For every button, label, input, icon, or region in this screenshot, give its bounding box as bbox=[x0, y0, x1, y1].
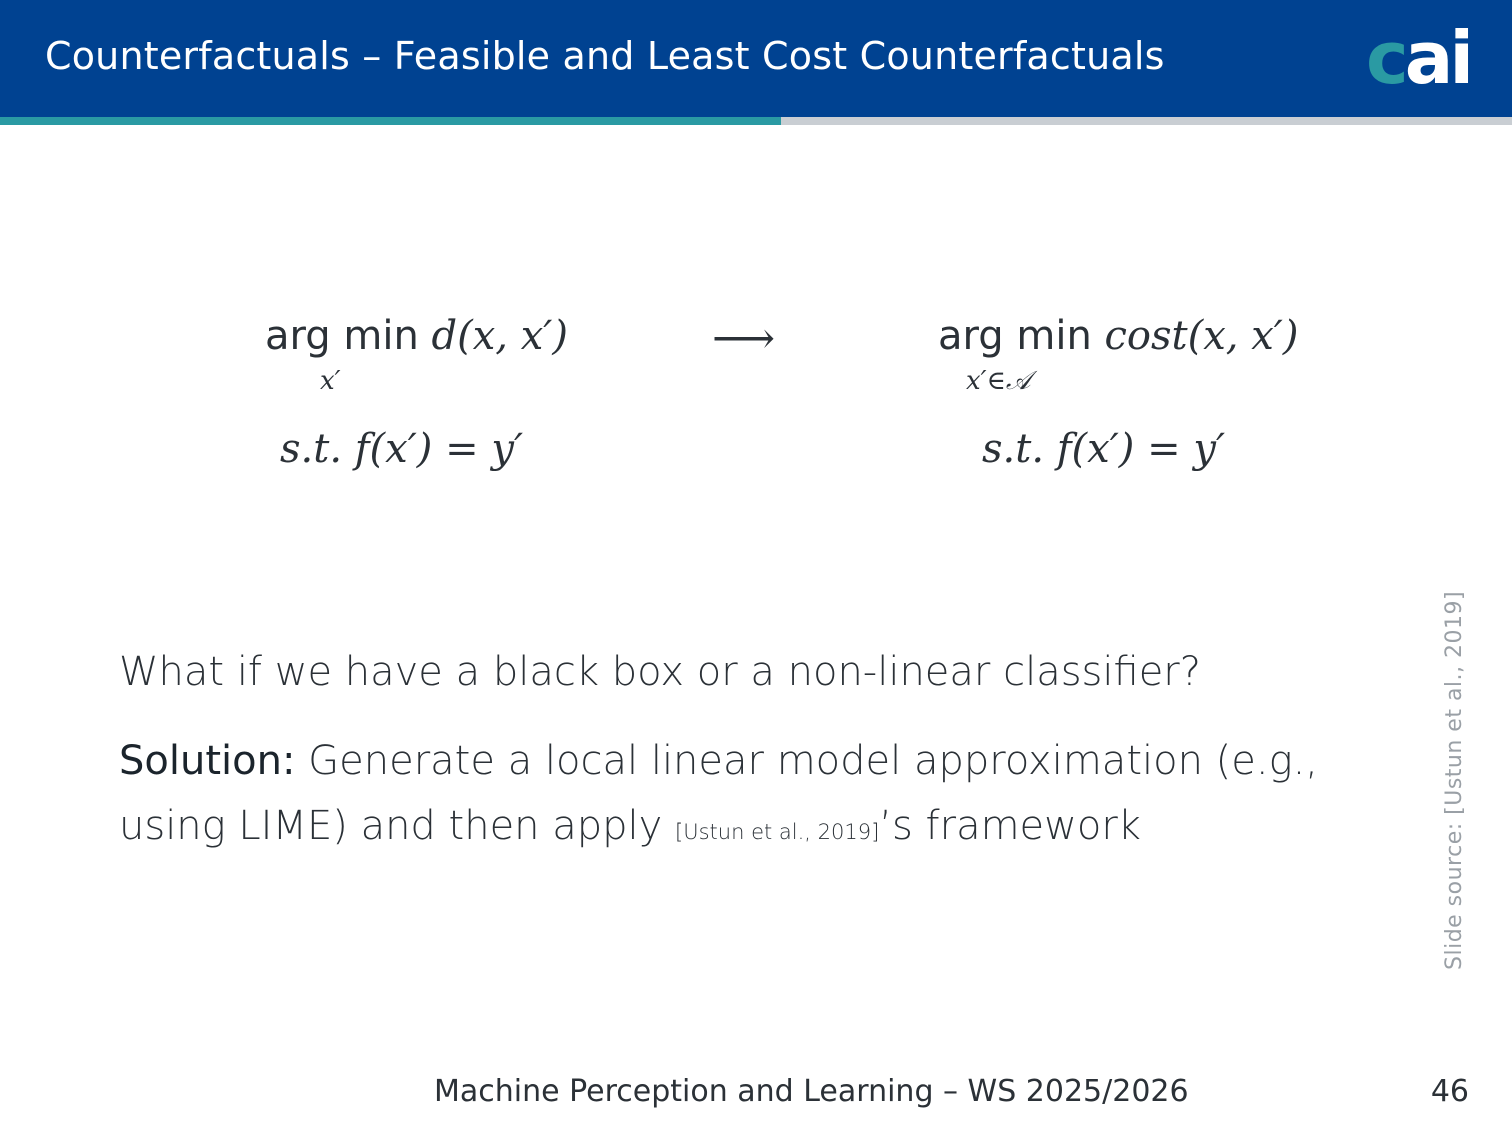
formula-right-operator: arg min bbox=[938, 313, 1092, 359]
formula-right-args: (x, x′) bbox=[1187, 313, 1299, 359]
slide-title: Counterfactuals – Feasible and Least Cost Counterfactuals bbox=[45, 34, 1165, 78]
formula-left-operator: arg min bbox=[265, 313, 419, 359]
question-text: What if we have a black box or a non-linear classifier? bbox=[119, 649, 1201, 695]
logo-letter-c: c bbox=[1366, 16, 1405, 100]
formula-right-objective bbox=[938, 312, 1298, 360]
formula-left-constraint: s.t. f(x′) = y′ bbox=[280, 426, 524, 472]
footer-course-title: Machine Perception and Learning – WS 2025/2026 bbox=[434, 1074, 1189, 1109]
solution-line-1 bbox=[119, 735, 1318, 787]
long-right-arrow-icon: ⟶ bbox=[712, 313, 776, 364]
formula-left-subscript: x′ bbox=[320, 366, 341, 396]
formula-left-objective bbox=[265, 312, 568, 360]
formula-right-function: cost bbox=[1104, 313, 1188, 359]
solution-line-2 bbox=[119, 800, 1141, 858]
formula-left-function: d bbox=[431, 313, 458, 359]
cai-logo bbox=[1366, 16, 1470, 100]
solution-text-line-2-end: ’s framework bbox=[879, 803, 1141, 849]
inline-citation: [Ustun et al., 2019] bbox=[675, 820, 880, 844]
page-number: 46 bbox=[1430, 1074, 1469, 1109]
formula-right-subscript: x′∈𝒜 bbox=[966, 366, 1031, 396]
header-progress-bar bbox=[0, 117, 1512, 125]
solution-text-line-2-start: using LIME) and then apply bbox=[119, 803, 663, 849]
solution-label: Solution: bbox=[119, 738, 296, 784]
formula-left-args: (x, x′) bbox=[457, 313, 568, 359]
slide-header bbox=[0, 0, 1512, 117]
slide-source-note: Slide source: [Ustun et al., 2019] bbox=[1442, 590, 1467, 970]
formula-right-constraint: s.t. f(x′) = y′ bbox=[982, 426, 1226, 472]
logo-letters-ai: ai bbox=[1404, 16, 1470, 100]
header-progress-fill bbox=[0, 117, 781, 125]
solution-text-line-1: Generate a local linear model approximation (e.g., bbox=[308, 738, 1319, 784]
